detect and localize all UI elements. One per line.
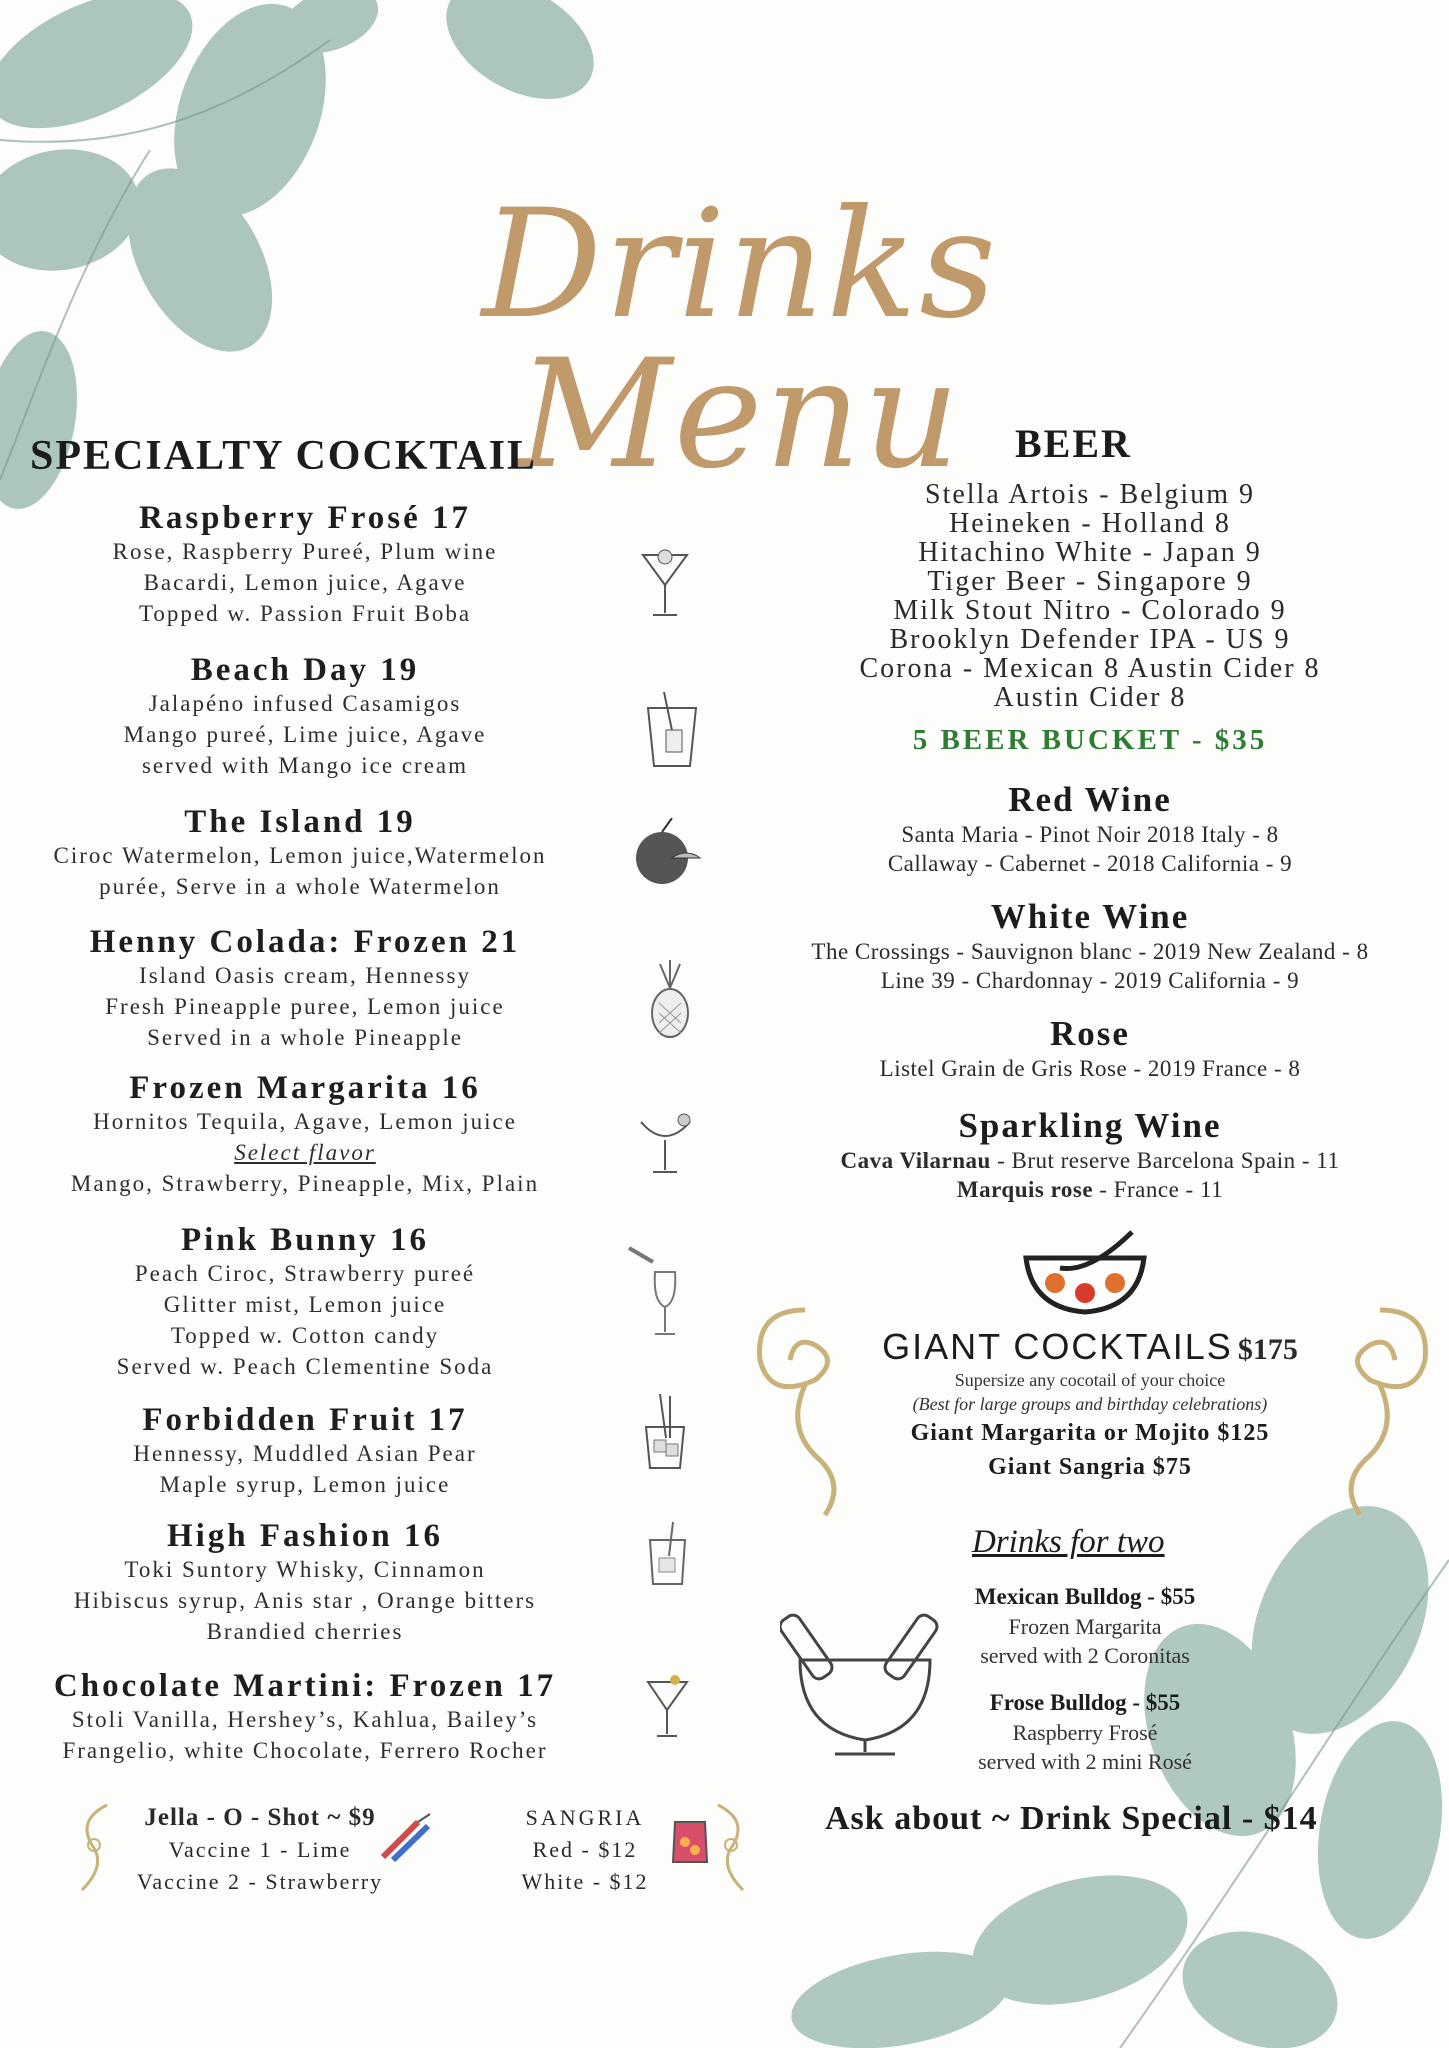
giant-cocktails-heading: GIANT COCKTAILS bbox=[882, 1326, 1233, 1367]
wine-producer: Cava Vilarnau bbox=[840, 1148, 991, 1174]
wine-item bbox=[740, 1175, 1440, 1204]
rose-wine-section bbox=[740, 1014, 1440, 1083]
cocktail-name: The Island 19 bbox=[184, 804, 416, 840]
cocktail-raspberry-frose bbox=[30, 500, 580, 629]
jello-shot-line: Vaccine 1 - Lime bbox=[168, 1837, 352, 1862]
wine-item: Line 39 - Chardonnay - 2019 California - 9 bbox=[880, 968, 1300, 994]
cocktail-name: Beach Day 19 bbox=[190, 652, 420, 688]
cocktail-line: Peach Ciroc, Strawberry pureé bbox=[134, 1261, 476, 1287]
giant-cocktails-price: $175 bbox=[1237, 1333, 1298, 1366]
cocktail-name: Raspberry Frosé 17 bbox=[138, 500, 472, 536]
cocktail-line: Fresh Pineapple puree, Lemon juice bbox=[105, 994, 505, 1020]
drink-for-two-line: Raspberry Frosé bbox=[1012, 1720, 1158, 1745]
jello-shot-section bbox=[95, 1802, 425, 1898]
beer-item: Austin Cider 8 bbox=[993, 682, 1187, 713]
cocktail-line: Hibiscus syrup, Anis star , Orange bitters bbox=[73, 1588, 537, 1614]
jello-shot-line: Vaccine 2 - Strawberry bbox=[136, 1869, 384, 1894]
cocktail-line: Maple syrup, Lemon juice bbox=[159, 1472, 451, 1498]
cocktail-name: Forbidden Fruit 17 bbox=[142, 1402, 468, 1438]
cocktail-henny-colada bbox=[30, 924, 580, 1053]
cocktail-name: Chocolate Martini: Frozen 17 bbox=[53, 1668, 557, 1704]
drink-for-two-name: Mexican Bulldog - $55 bbox=[974, 1584, 1196, 1609]
cocktail-line: Brandied cherries bbox=[206, 1619, 404, 1645]
cocktail-forbidden-fruit bbox=[30, 1402, 580, 1500]
beer-item: Heineken - Holland 8 bbox=[949, 508, 1231, 539]
cocktail-line: Ciroc Watermelon, Lemon juice,Watermelon bbox=[53, 843, 547, 869]
cocktail-line: Frangelio, white Chocolate, Ferrero Rocher bbox=[62, 1738, 548, 1764]
giant-cocktail-item: Giant Margarita or Mojito $125 bbox=[910, 1420, 1270, 1446]
wine-item bbox=[740, 1146, 1440, 1175]
beer-bucket-offer: 5 BEER BUCKET - $35 bbox=[912, 724, 1268, 756]
cocktail-name: Pink Bunny 16 bbox=[180, 1222, 430, 1258]
beer-heading: BEER bbox=[1015, 421, 1132, 466]
bulldog-glass-icon bbox=[780, 1600, 950, 1760]
cocktail-line: Mango pureé, Lime juice, Agave bbox=[123, 722, 487, 748]
cocktail-line: Glitter mist, Lemon juice bbox=[163, 1292, 447, 1318]
wine-item: The Crossings - Sauvignon blanc - 2019 New Zealand - 8 bbox=[811, 939, 1369, 965]
beer-item: Stella Artois - Belgium 9 bbox=[925, 479, 1255, 510]
cocktail-line: Mango, Strawberry, Pineapple, Mix, Plain bbox=[70, 1171, 540, 1197]
drink-for-two-name: Frose Bulldog - $55 bbox=[989, 1690, 1181, 1715]
giant-cocktails-note: (Best for large groups and birthday celebrations) bbox=[912, 1394, 1268, 1414]
wine-item: Santa Maria - Pinot Noir 2018 Italy - 8 bbox=[901, 822, 1279, 848]
beer-item: Milk Stout Nitro - Colorado 9 bbox=[893, 595, 1287, 626]
cocktail-name: High Fashion 16 bbox=[166, 1518, 444, 1554]
drink-special-banner: Ask about ~ Drink Special - $14 bbox=[825, 1800, 1318, 1837]
cocktail-line: Topped w. Cotton candy bbox=[170, 1323, 440, 1349]
white-wine-heading: White Wine bbox=[990, 897, 1190, 936]
margarita-glass-icon bbox=[638, 1110, 693, 1180]
cocktail-line: purée, Serve in a whole Watermelon bbox=[99, 874, 501, 900]
martini-olive-icon bbox=[645, 1672, 690, 1742]
beer-item: Corona - Mexican 8 Austin Cider 8 bbox=[859, 653, 1321, 684]
cocktail-frozen-margarita bbox=[20, 1070, 590, 1199]
cocktail-line: Topped w. Passion Fruit Boba bbox=[138, 601, 472, 627]
cocktail-line: Select flavor bbox=[234, 1140, 376, 1166]
cocktail-pink-bunny bbox=[30, 1222, 580, 1382]
sangria-line: White - $12 bbox=[521, 1869, 649, 1894]
martini-glass-icon bbox=[640, 545, 690, 620]
giant-cocktail-item: Giant Sangria $75 bbox=[988, 1454, 1192, 1480]
red-wine-heading: Red Wine bbox=[1008, 780, 1172, 819]
cocktail-line: Served in a whole Pineapple bbox=[147, 1025, 463, 1051]
beer-list bbox=[790, 480, 1390, 712]
cocktail-high-fashion bbox=[30, 1518, 580, 1647]
sangria-section bbox=[500, 1802, 670, 1898]
gold-scroll-right bbox=[1330, 1290, 1440, 1520]
gold-flourish-right bbox=[708, 1800, 753, 1895]
cocktail-beach-day bbox=[30, 652, 580, 781]
giant-cocktails-title bbox=[840, 1326, 1340, 1368]
specialty-heading: SPECIALTY COCKTAIL bbox=[30, 433, 538, 479]
watermelon-icon bbox=[632, 818, 702, 888]
syringe-shots-icon bbox=[378, 1812, 438, 1862]
cocktail-line: Hennessy, Muddled Asian Pear bbox=[133, 1441, 477, 1467]
wine-item: Listel Grain de Gris Rose - 2019 France - 8 bbox=[879, 1056, 1301, 1082]
cocktail-chocolate-martini bbox=[10, 1668, 600, 1766]
cocktail-line: Jalapéno infused Casamigos bbox=[148, 691, 462, 717]
rocks-glass-icon bbox=[640, 1392, 690, 1472]
white-wine-section bbox=[740, 897, 1440, 995]
pineapple-icon bbox=[645, 958, 695, 1038]
wine-detail: - Brut reserve Barcelona Spain - 11 bbox=[990, 1148, 1340, 1174]
sparkling-wine-section bbox=[740, 1106, 1440, 1204]
punch-bowl-icon bbox=[1020, 1228, 1150, 1318]
mexican-bulldog-item bbox=[935, 1582, 1235, 1670]
sangria-line: Red - $12 bbox=[532, 1837, 638, 1862]
rose-wine-heading: Rose bbox=[1050, 1014, 1130, 1053]
cocktail-line: Toki Suntory Whisky, Cinnamon bbox=[124, 1557, 486, 1583]
wine-producer: Marquis rose bbox=[956, 1177, 1094, 1203]
cocktail-line: Bacardi, Lemon juice, Agave bbox=[143, 570, 467, 596]
giant-cocktails-section bbox=[840, 1326, 1340, 1484]
cocktail-line: Stoli Vanilla, Hershey’s, Kahlua, Bailey’s bbox=[71, 1707, 539, 1733]
drink-for-two-line: served with 2 Coronitas bbox=[980, 1643, 1190, 1668]
cocktail-line: served with Mango ice cream bbox=[141, 753, 469, 779]
beer-item: Hitachino White - Japan 9 bbox=[918, 537, 1262, 568]
menu-title: Drinks Menu bbox=[481, 178, 999, 502]
tumbler-glass-icon bbox=[642, 690, 702, 770]
drinks-for-two-heading: Drinks for two bbox=[972, 1524, 1165, 1560]
wine-item: Callaway - Cabernet - 2018 California - 9 bbox=[887, 851, 1293, 877]
cocktail-name: Frozen Margarita 16 bbox=[129, 1070, 481, 1106]
red-wine-section bbox=[740, 780, 1440, 878]
cocktail-line: Rose, Raspberry Pureé, Plum wine bbox=[112, 539, 498, 565]
frose-bulldog-item bbox=[935, 1688, 1235, 1776]
jello-shot-heading: Jella - O - Shot ~ $9 bbox=[144, 1804, 376, 1831]
cocktail-line: Served w. Peach Clementine Soda bbox=[116, 1354, 494, 1380]
cocktail-line: Hornitos Tequila, Agave, Lemon juice bbox=[93, 1109, 517, 1135]
cocktail-line: Island Oasis cream, Hennessy bbox=[139, 963, 471, 989]
cocktail-name: Henny Colada: Frozen 21 bbox=[89, 924, 521, 960]
beer-item: Tiger Beer - Singapore 9 bbox=[927, 566, 1253, 597]
sangria-heading: SANGRIA bbox=[525, 1805, 645, 1830]
sparkling-wine-heading: Sparkling Wine bbox=[958, 1106, 1222, 1145]
lowball-glass-icon bbox=[645, 1522, 690, 1587]
drink-for-two-line: Frozen Margarita bbox=[1008, 1614, 1162, 1639]
giant-cocktails-subtitle: Supersize any cocotail of your choice bbox=[954, 1370, 1226, 1390]
drink-for-two-line: served with 2 mini Rosé bbox=[978, 1749, 1192, 1774]
wine-detail: - France - 11 bbox=[1093, 1177, 1224, 1203]
cocktail-the-island bbox=[0, 804, 600, 902]
beer-item: Brooklyn Defender IPA - US 9 bbox=[889, 624, 1291, 655]
gold-scroll-left bbox=[745, 1290, 855, 1520]
flute-glass-icon bbox=[625, 1242, 695, 1342]
